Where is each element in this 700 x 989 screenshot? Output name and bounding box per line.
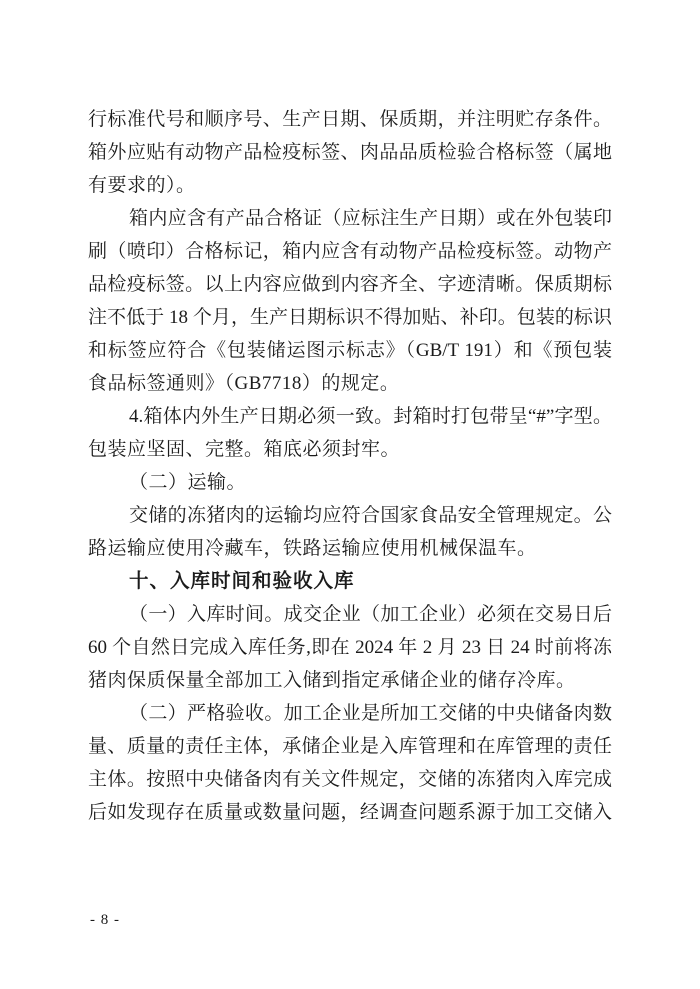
text-line: 注不低于 18 个月，生产日期标识不得加贴、补印。包装的标识: [88, 307, 612, 328]
text-line: 行标准代号和顺序号、生产日期、保质期，并注明贮存条件。: [88, 109, 612, 130]
text-line: 4.箱体内外生产日期必须一致。封箱时打包带呈“#”字型。: [129, 406, 612, 427]
text-line: （二）运输。: [129, 472, 247, 493]
text-line: 后如发现存在质量或数量问题，经调查问题系源于加工交储入: [88, 802, 612, 823]
text-line: 食品标签通则》（GB7718）的规定。: [88, 373, 400, 394]
text-line: 有要求的）。: [88, 175, 196, 196]
text-line: 和标签应符合《包装储运图示标志》（GB/T 191）和《预包装: [88, 340, 612, 361]
text-line: 箱外应贴有动物产品检疫标签、肉品品质检验合格标签（属地: [88, 142, 612, 163]
text-line: 路运输应使用冷藏车，铁路运输应使用机械保温车。: [88, 538, 537, 559]
text-line: 主体。按照中央储备肉有关文件规定，交储的冻猪肉入库完成: [88, 769, 612, 790]
text-line: 60 个自然日完成入库任务,即在 2024 年 2 月 23 日 24 时前将冻: [88, 637, 612, 658]
text-line: （二）严格验收。加工企业是所加工交储的中央储备肉数: [129, 703, 612, 724]
text-line: 刷（喷印）合格标记，箱内应含有动物产品检疫标签。动物产: [88, 241, 612, 262]
page-number: - 8 -: [90, 912, 120, 928]
text-line: 箱内应含有产品合格证（应标注生产日期）或在外包装印: [129, 208, 612, 229]
text-line: 品检疫标签。以上内容应做到内容齐全、字迹清晰。保质期标: [88, 274, 612, 295]
text-line: 量、质量的责任主体，承储企业是入库管理和在库管理的责任: [88, 736, 612, 757]
text-line: 猪肉保质保量全部加工入储到指定承储企业的储存冷库。: [88, 670, 576, 691]
text-line: （一）入库时间。成交企业（加工企业）必须在交易日后: [129, 604, 612, 625]
section-heading: 十、入库时间和验收入库: [129, 570, 355, 592]
document-body: [88, 103, 612, 829]
text-line: 包装应坚固、完整。箱底必须封牢。: [88, 439, 401, 460]
text-line: 交储的冻猪肉的运输均应符合国家食品安全管理规定。公: [129, 505, 612, 526]
